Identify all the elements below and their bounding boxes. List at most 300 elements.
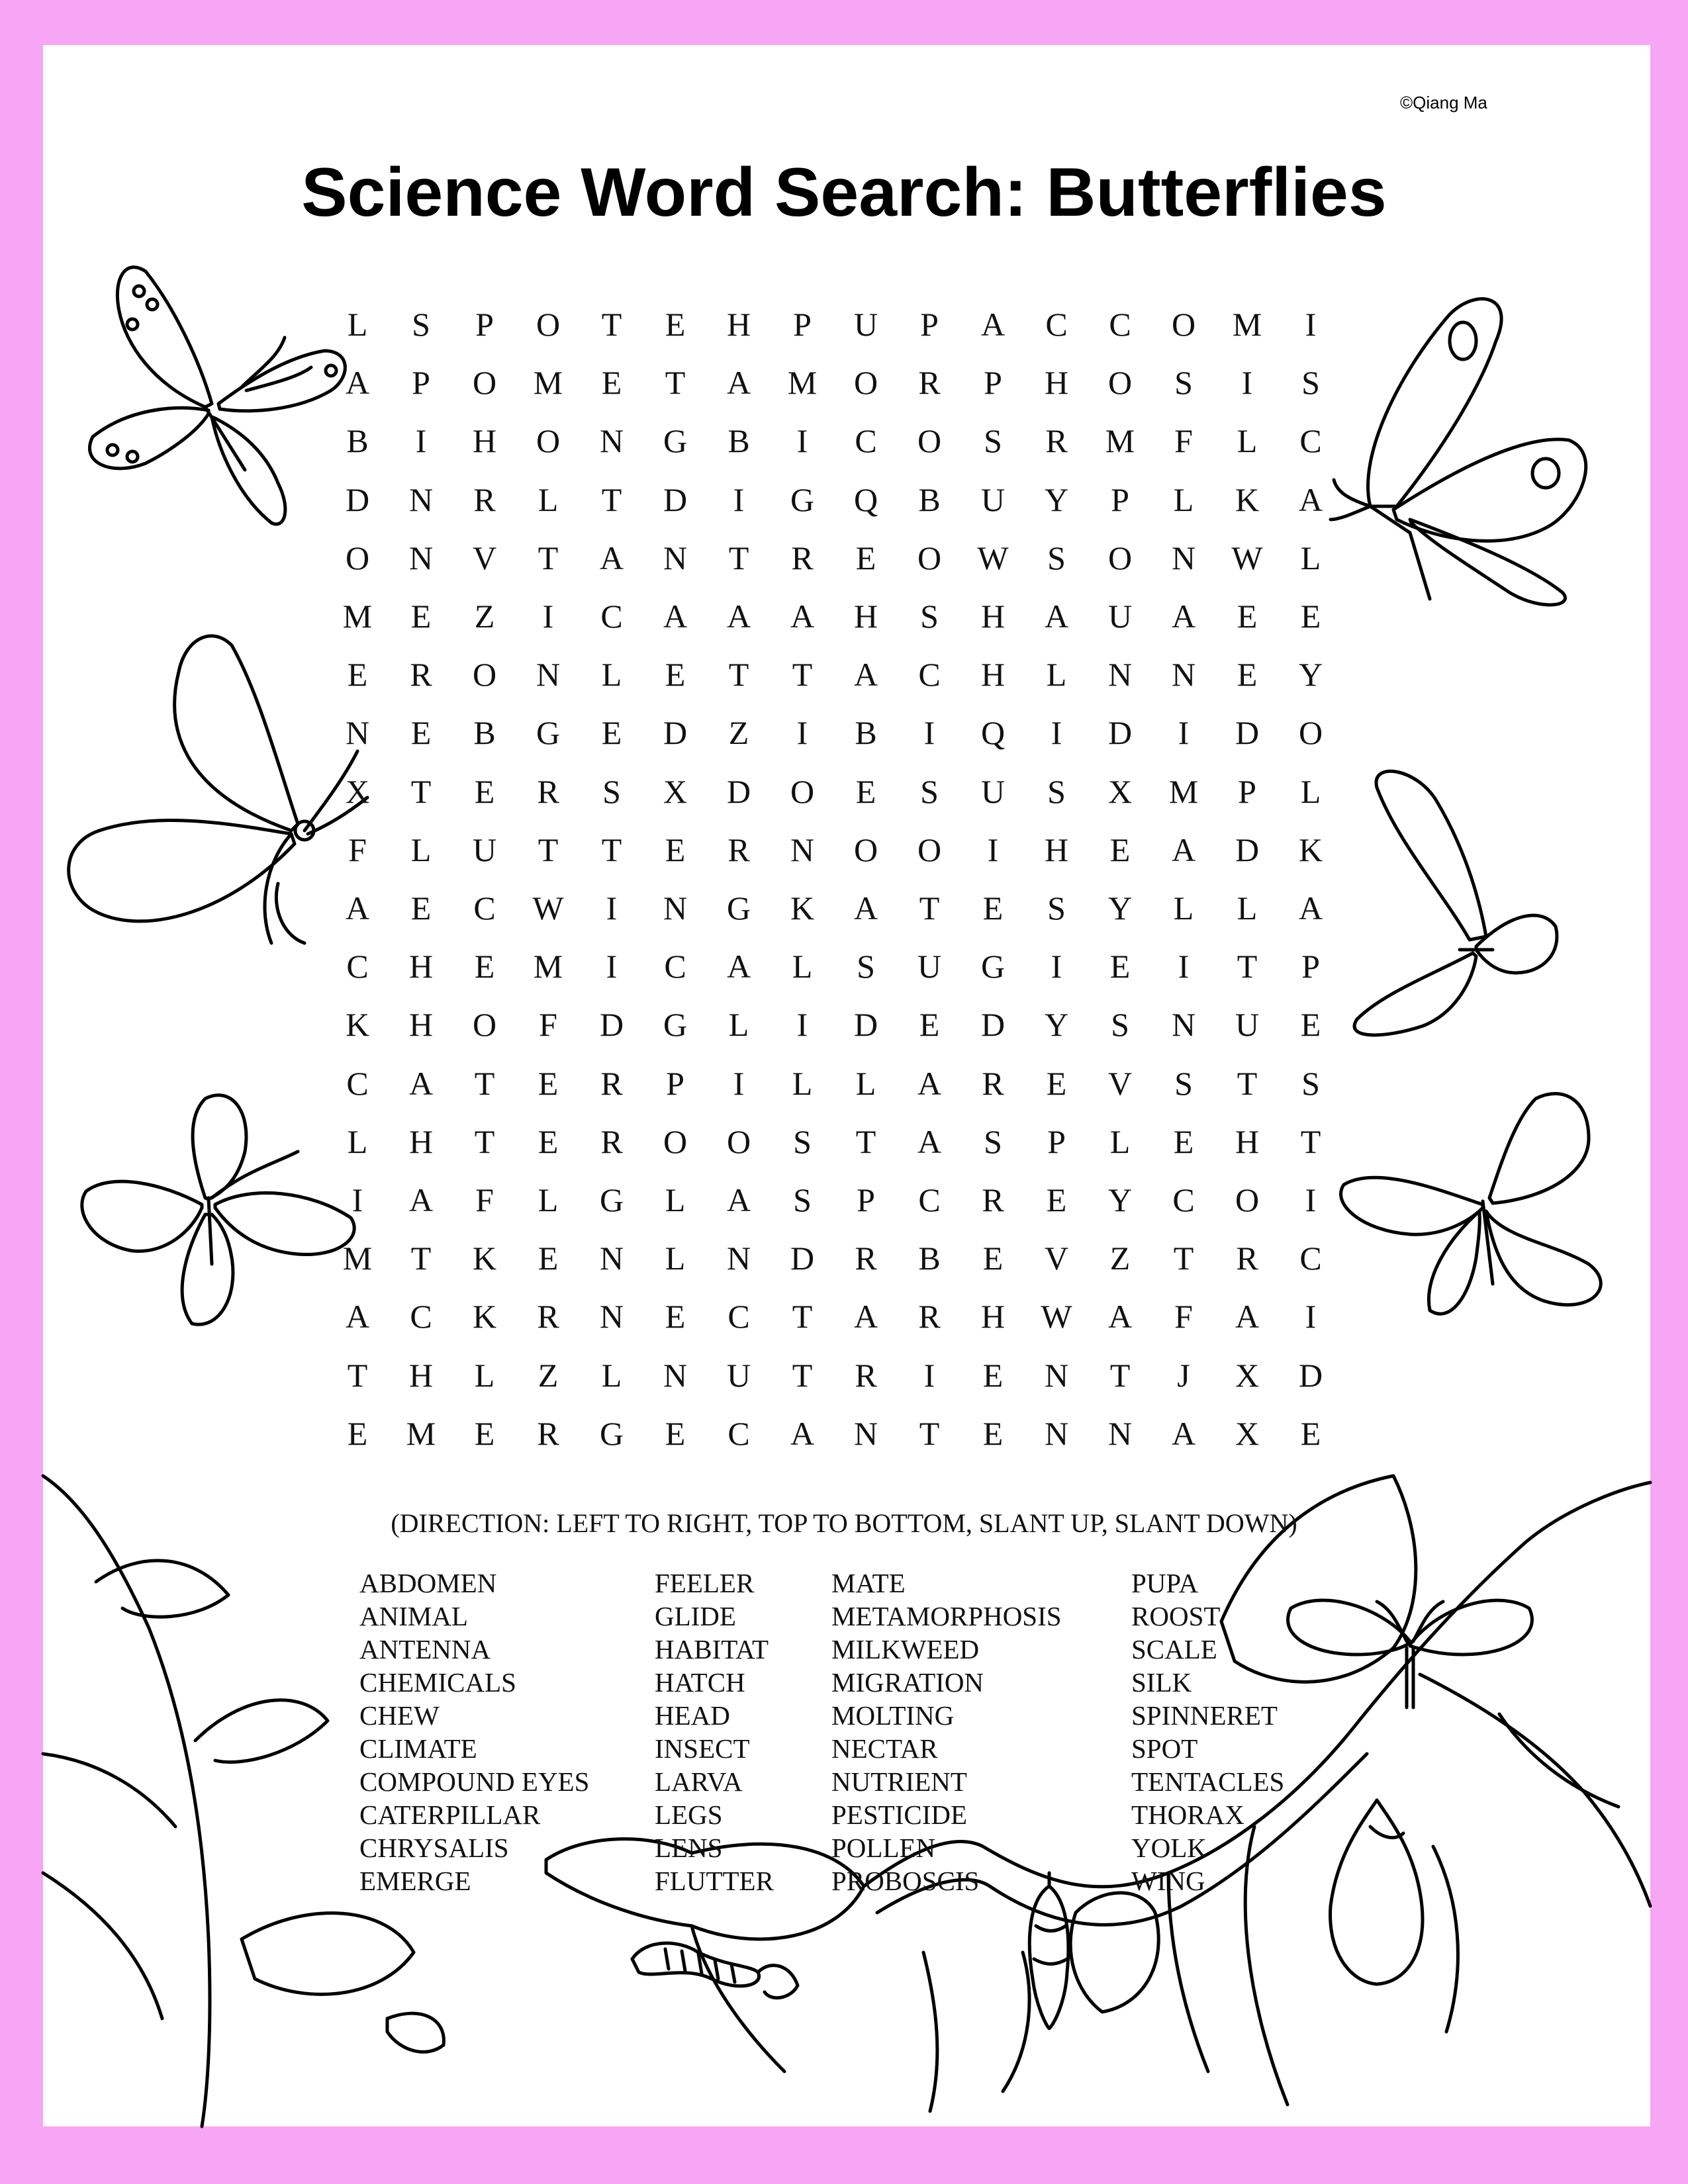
grid-letter[interactable]: C: [918, 1181, 941, 1218]
grid-letter[interactable]: E: [538, 1064, 559, 1102]
grid-letter[interactable]: O: [1107, 364, 1133, 402]
grid-letter[interactable]: T: [792, 1356, 813, 1394]
grid-letter[interactable]: T: [538, 831, 559, 868]
grid-letter[interactable]: S: [857, 948, 875, 985]
grid-letter[interactable]: F: [475, 1181, 494, 1218]
grid-letter[interactable]: X: [1107, 772, 1133, 810]
grid-letter[interactable]: N: [345, 714, 370, 752]
grid-letter[interactable]: R: [600, 1122, 623, 1160]
grid-letter[interactable]: L: [538, 480, 559, 518]
grid-letter[interactable]: T: [1109, 1356, 1131, 1394]
grid-letter[interactable]: M: [1105, 422, 1135, 460]
grid-letter[interactable]: I: [1178, 948, 1190, 985]
grid-letter[interactable]: A: [1235, 1298, 1260, 1336]
grid-letter[interactable]: A: [726, 598, 751, 635]
grid-letter[interactable]: E: [1237, 656, 1258, 694]
grid-letter[interactable]: D: [1107, 714, 1133, 752]
grid-letter[interactable]: N: [408, 480, 434, 518]
grid-letter[interactable]: H: [1044, 364, 1069, 402]
grid-letter[interactable]: H: [980, 598, 1006, 635]
grid-letter[interactable]: G: [536, 714, 561, 752]
grid-letter[interactable]: S: [920, 772, 939, 810]
grid-letter[interactable]: Y: [1298, 656, 1323, 694]
grid-letter[interactable]: A: [345, 1298, 370, 1336]
grid-letter[interactable]: S: [984, 1122, 1002, 1160]
grid-letter[interactable]: P: [475, 306, 494, 343]
grid-letter[interactable]: C: [346, 1064, 369, 1102]
grid-letter[interactable]: L: [1173, 889, 1194, 927]
grid-letter[interactable]: R: [537, 1414, 559, 1452]
grid-letter[interactable]: A: [345, 889, 370, 927]
grid-letter[interactable]: P: [1238, 772, 1256, 810]
grid-letter[interactable]: R: [1236, 1240, 1258, 1277]
grid-letter[interactable]: N: [599, 1298, 624, 1336]
grid-letter[interactable]: F: [348, 831, 367, 868]
grid-letter[interactable]: A: [726, 364, 751, 402]
grid-letter[interactable]: L: [601, 656, 622, 694]
grid-letter[interactable]: D: [1298, 1356, 1323, 1394]
grid-letter[interactable]: A: [917, 1064, 942, 1102]
grid-letter[interactable]: O: [536, 422, 561, 460]
grid-letter[interactable]: E: [665, 831, 686, 868]
grid-letter[interactable]: T: [347, 1356, 368, 1394]
grid-letter[interactable]: I: [1241, 364, 1253, 402]
grid-letter[interactable]: P: [920, 306, 939, 343]
grid-letter[interactable]: N: [663, 1356, 688, 1394]
grid-letter[interactable]: P: [793, 306, 812, 343]
grid-letter[interactable]: H: [408, 1356, 434, 1394]
grid-letter[interactable]: I: [415, 422, 427, 460]
grid-letter[interactable]: W: [977, 539, 1009, 576]
grid-letter[interactable]: C: [1045, 306, 1068, 343]
grid-letter[interactable]: E: [1046, 1181, 1067, 1218]
grid-letter[interactable]: F: [1174, 1298, 1193, 1336]
grid-letter[interactable]: O: [917, 539, 942, 576]
grid-letter[interactable]: N: [853, 1414, 878, 1452]
grid-letter[interactable]: R: [855, 1240, 877, 1277]
grid-letter[interactable]: K: [1298, 831, 1323, 868]
grid-letter[interactable]: A: [726, 948, 751, 985]
grid-letter[interactable]: O: [917, 831, 942, 868]
grid-letter[interactable]: S: [1174, 364, 1193, 402]
grid-letter[interactable]: A: [980, 306, 1006, 343]
grid-letter[interactable]: P: [412, 364, 430, 402]
grid-letter[interactable]: C: [727, 1298, 750, 1336]
grid-letter[interactable]: B: [346, 422, 369, 460]
grid-letter[interactable]: N: [1107, 1414, 1133, 1452]
grid-letter[interactable]: R: [537, 772, 559, 810]
grid-letter[interactable]: V: [1107, 1064, 1133, 1102]
grid-letter[interactable]: L: [1237, 422, 1258, 460]
grid-letter[interactable]: B: [918, 480, 941, 518]
grid-letter[interactable]: Y: [1107, 889, 1133, 927]
grid-letter[interactable]: U: [472, 831, 497, 868]
grid-letter[interactable]: P: [984, 364, 1002, 402]
grid-letter[interactable]: D: [790, 1240, 815, 1277]
grid-letter[interactable]: E: [855, 539, 876, 576]
grid-letter[interactable]: L: [538, 1181, 559, 1218]
grid-letter[interactable]: C: [600, 598, 623, 635]
grid-letter[interactable]: N: [1171, 656, 1196, 694]
grid-letter[interactable]: N: [790, 831, 815, 868]
grid-letter[interactable]: Z: [1109, 1240, 1131, 1277]
grid-letter[interactable]: L: [1109, 1122, 1131, 1160]
grid-letter[interactable]: J: [1177, 1356, 1190, 1394]
grid-letter[interactable]: D: [599, 1006, 624, 1044]
grid-letter[interactable]: A: [790, 1414, 815, 1452]
grid-letter[interactable]: X: [345, 772, 370, 810]
grid-letter[interactable]: I: [796, 422, 808, 460]
grid-letter[interactable]: E: [1300, 1006, 1321, 1044]
grid-letter[interactable]: W: [1231, 539, 1263, 576]
grid-letter[interactable]: C: [1299, 422, 1322, 460]
grid-letter[interactable]: I: [733, 1064, 745, 1102]
grid-letter[interactable]: A: [408, 1181, 434, 1218]
grid-letter[interactable]: E: [474, 948, 495, 985]
grid-letter[interactable]: D: [853, 1006, 878, 1044]
grid-letter[interactable]: T: [474, 1064, 495, 1102]
grid-letter[interactable]: E: [1109, 948, 1131, 985]
grid-letter[interactable]: O: [1107, 539, 1133, 576]
grid-letter[interactable]: L: [601, 1356, 622, 1394]
grid-letter[interactable]: A: [726, 1181, 751, 1218]
grid-letter[interactable]: W: [1041, 1298, 1072, 1336]
grid-letter[interactable]: S: [984, 422, 1002, 460]
grid-letter[interactable]: C: [346, 948, 369, 985]
grid-letter[interactable]: I: [542, 598, 554, 635]
grid-letter[interactable]: S: [1301, 364, 1320, 402]
grid-letter[interactable]: T: [919, 889, 940, 927]
grid-letter[interactable]: E: [1173, 1122, 1194, 1160]
grid-letter[interactable]: P: [1047, 1122, 1066, 1160]
grid-letter[interactable]: T: [601, 306, 622, 343]
grid-letter[interactable]: C: [410, 1298, 432, 1336]
grid-letter[interactable]: C: [1109, 306, 1131, 343]
grid-letter[interactable]: T: [1300, 1122, 1321, 1160]
grid-letter[interactable]: C: [1299, 1240, 1322, 1277]
grid-letter[interactable]: N: [599, 422, 624, 460]
grid-letter[interactable]: E: [410, 598, 432, 635]
grid-letter[interactable]: M: [1168, 772, 1199, 810]
grid-letter[interactable]: T: [855, 1122, 876, 1160]
grid-letter[interactable]: X: [663, 772, 688, 810]
grid-letter[interactable]: C: [918, 656, 941, 694]
grid-letter[interactable]: N: [536, 656, 561, 694]
grid-letter[interactable]: E: [1300, 598, 1321, 635]
grid-letter[interactable]: G: [663, 1006, 688, 1044]
grid-letter[interactable]: I: [606, 889, 618, 927]
grid-letter[interactable]: M: [406, 1414, 436, 1452]
grid-letter[interactable]: A: [663, 598, 688, 635]
grid-letter[interactable]: P: [1111, 480, 1129, 518]
grid-letter[interactable]: R: [473, 480, 496, 518]
grid-letter[interactable]: A: [917, 1122, 942, 1160]
grid-letter[interactable]: E: [601, 714, 622, 752]
grid-letter[interactable]: N: [663, 889, 688, 927]
grid-letter[interactable]: S: [1301, 1064, 1320, 1102]
grid-letter[interactable]: I: [987, 831, 999, 868]
grid-letter[interactable]: A: [1171, 1414, 1196, 1452]
grid-letter[interactable]: G: [980, 948, 1006, 985]
grid-letter[interactable]: U: [1107, 598, 1133, 635]
grid-letter[interactable]: S: [412, 306, 430, 343]
grid-letter[interactable]: E: [982, 1414, 1004, 1452]
grid-letter[interactable]: G: [790, 480, 815, 518]
grid-letter[interactable]: Q: [853, 480, 878, 518]
grid-letter[interactable]: A: [853, 889, 878, 927]
grid-letter[interactable]: N: [1171, 539, 1196, 576]
grid-letter[interactable]: E: [538, 1240, 559, 1277]
grid-letter[interactable]: I: [1305, 306, 1317, 343]
grid-letter[interactable]: Y: [1044, 1006, 1069, 1044]
grid-letter[interactable]: S: [920, 598, 939, 635]
grid-letter[interactable]: T: [474, 1122, 495, 1160]
grid-letter[interactable]: O: [472, 656, 497, 694]
grid-letter[interactable]: N: [1044, 1356, 1069, 1394]
grid-letter[interactable]: T: [728, 539, 749, 576]
grid-letter[interactable]: F: [1174, 422, 1193, 460]
grid-letter[interactable]: M: [787, 364, 818, 402]
grid-letter[interactable]: L: [855, 1064, 876, 1102]
grid-letter[interactable]: A: [1298, 480, 1323, 518]
grid-letter[interactable]: I: [1051, 948, 1062, 985]
grid-letter[interactable]: X: [1235, 1356, 1260, 1394]
grid-letter[interactable]: N: [1107, 656, 1133, 694]
grid-letter[interactable]: U: [917, 948, 942, 985]
grid-letter[interactable]: G: [663, 422, 688, 460]
grid-letter[interactable]: T: [1237, 948, 1258, 985]
grid-letter[interactable]: O: [345, 539, 370, 576]
grid-letter[interactable]: O: [1235, 1181, 1260, 1218]
grid-letter[interactable]: G: [599, 1414, 624, 1452]
grid-letter[interactable]: A: [408, 1064, 434, 1102]
grid-letter[interactable]: E: [410, 889, 432, 927]
grid-letter[interactable]: M: [533, 948, 563, 985]
grid-letter[interactable]: E: [410, 714, 432, 752]
grid-letter[interactable]: C: [727, 1414, 750, 1452]
grid-letter[interactable]: O: [726, 1122, 751, 1160]
grid-letter[interactable]: W: [532, 889, 564, 927]
grid-letter[interactable]: G: [726, 889, 751, 927]
grid-letter[interactable]: E: [1300, 1414, 1321, 1452]
grid-letter[interactable]: Z: [728, 714, 749, 752]
grid-letter[interactable]: T: [538, 539, 559, 576]
grid-letter[interactable]: E: [855, 772, 876, 810]
grid-letter[interactable]: L: [474, 1356, 495, 1394]
grid-letter[interactable]: U: [853, 306, 878, 343]
grid-letter[interactable]: I: [923, 1356, 935, 1394]
grid-letter[interactable]: C: [664, 948, 686, 985]
grid-letter[interactable]: T: [1237, 1064, 1258, 1102]
grid-letter[interactable]: C: [473, 889, 496, 927]
grid-letter[interactable]: E: [601, 364, 622, 402]
grid-letter[interactable]: T: [410, 1240, 432, 1277]
grid-letter[interactable]: Y: [1107, 1181, 1133, 1218]
grid-letter[interactable]: V: [472, 539, 497, 576]
grid-letter[interactable]: K: [345, 1006, 370, 1044]
grid-letter[interactable]: I: [1051, 714, 1062, 752]
grid-letter[interactable]: M: [1232, 306, 1262, 343]
grid-letter[interactable]: R: [918, 1298, 941, 1336]
grid-letter[interactable]: I: [606, 948, 618, 985]
grid-letter[interactable]: O: [853, 831, 878, 868]
grid-letter[interactable]: T: [1173, 1240, 1194, 1277]
grid-letter[interactable]: S: [793, 1122, 812, 1160]
grid-letter[interactable]: T: [728, 656, 749, 694]
grid-letter[interactable]: U: [980, 772, 1006, 810]
grid-letter[interactable]: E: [919, 1006, 940, 1044]
grid-letter[interactable]: E: [665, 656, 686, 694]
grid-letter[interactable]: O: [917, 422, 942, 460]
grid-letter[interactable]: A: [345, 364, 370, 402]
grid-letter[interactable]: L: [1300, 772, 1321, 810]
grid-letter[interactable]: S: [1047, 772, 1066, 810]
grid-letter[interactable]: C: [855, 422, 877, 460]
grid-letter[interactable]: R: [537, 1298, 559, 1336]
grid-letter[interactable]: I: [1305, 1298, 1317, 1336]
grid-letter[interactable]: H: [980, 1298, 1006, 1336]
grid-letter[interactable]: H: [1235, 1122, 1260, 1160]
grid-letter[interactable]: I: [352, 1181, 363, 1218]
grid-letter[interactable]: L: [792, 948, 813, 985]
grid-letter[interactable]: A: [1171, 831, 1196, 868]
grid-letter[interactable]: E: [1237, 598, 1258, 635]
grid-letter[interactable]: E: [1109, 831, 1131, 868]
grid-letter[interactable]: S: [1174, 1064, 1193, 1102]
grid-letter[interactable]: T: [792, 1298, 813, 1336]
grid-letter[interactable]: T: [919, 1414, 940, 1452]
grid-letter[interactable]: K: [472, 1240, 497, 1277]
grid-letter[interactable]: O: [1171, 306, 1196, 343]
grid-letter[interactable]: E: [665, 1298, 686, 1336]
grid-letter[interactable]: U: [726, 1356, 751, 1394]
grid-letter[interactable]: A: [1298, 889, 1323, 927]
grid-letter[interactable]: L: [792, 1064, 813, 1102]
grid-letter[interactable]: R: [1045, 422, 1068, 460]
grid-letter[interactable]: E: [347, 1414, 368, 1452]
grid-letter[interactable]: R: [410, 656, 432, 694]
grid-letter[interactable]: L: [665, 1181, 686, 1218]
grid-letter[interactable]: H: [408, 1006, 434, 1044]
grid-letter[interactable]: P: [857, 1181, 875, 1218]
grid-letter[interactable]: L: [347, 1122, 368, 1160]
grid-letter[interactable]: I: [796, 1006, 808, 1044]
grid-letter[interactable]: R: [918, 364, 941, 402]
grid-letter[interactable]: A: [1171, 598, 1196, 635]
grid-letter[interactable]: X: [1235, 1414, 1260, 1452]
grid-letter[interactable]: S: [602, 772, 621, 810]
grid-letter[interactable]: H: [408, 1122, 434, 1160]
grid-letter[interactable]: S: [793, 1181, 812, 1218]
grid-letter[interactable]: R: [855, 1356, 877, 1394]
grid-letter[interactable]: A: [1044, 598, 1069, 635]
grid-letter[interactable]: I: [733, 480, 745, 518]
grid-letter[interactable]: L: [1046, 656, 1067, 694]
grid-letter[interactable]: O: [472, 1006, 497, 1044]
grid-letter[interactable]: Y: [1044, 480, 1069, 518]
grid-letter[interactable]: Z: [538, 1356, 559, 1394]
grid-letter[interactable]: D: [1235, 714, 1260, 752]
grid-letter[interactable]: H: [853, 598, 878, 635]
grid-letter[interactable]: Q: [980, 714, 1006, 752]
grid-letter[interactable]: O: [472, 364, 497, 402]
grid-letter[interactable]: A: [599, 539, 624, 576]
grid-letter[interactable]: H: [472, 422, 497, 460]
grid-letter[interactable]: N: [408, 539, 434, 576]
grid-letter[interactable]: L: [1300, 539, 1321, 576]
grid-letter[interactable]: L: [347, 306, 368, 343]
grid-letter[interactable]: G: [599, 1181, 624, 1218]
grid-letter[interactable]: A: [790, 598, 815, 635]
grid-letter[interactable]: E: [665, 306, 686, 343]
grid-letter[interactable]: S: [1047, 539, 1066, 576]
grid-letter[interactable]: V: [1044, 1240, 1069, 1277]
grid-letter[interactable]: K: [472, 1298, 497, 1336]
grid-letter[interactable]: D: [980, 1006, 1006, 1044]
grid-letter[interactable]: I: [1178, 714, 1190, 752]
grid-letter[interactable]: B: [727, 422, 750, 460]
grid-letter[interactable]: D: [1235, 831, 1260, 868]
grid-letter[interactable]: D: [663, 480, 688, 518]
grid-letter[interactable]: N: [1171, 1006, 1196, 1044]
grid-letter[interactable]: D: [663, 714, 688, 752]
grid-letter[interactable]: T: [665, 364, 686, 402]
grid-letter[interactable]: R: [982, 1064, 1004, 1102]
grid-letter[interactable]: R: [791, 539, 814, 576]
grid-letter[interactable]: O: [853, 364, 878, 402]
grid-letter[interactable]: H: [980, 656, 1006, 694]
grid-letter[interactable]: U: [1235, 1006, 1260, 1044]
grid-letter[interactable]: B: [918, 1240, 941, 1277]
grid-letter[interactable]: N: [1044, 1414, 1069, 1452]
grid-letter[interactable]: S: [1111, 1006, 1129, 1044]
grid-letter[interactable]: E: [982, 889, 1004, 927]
grid-letter[interactable]: E: [665, 1414, 686, 1452]
grid-letter[interactable]: A: [853, 656, 878, 694]
grid-letter[interactable]: T: [410, 772, 432, 810]
grid-letter[interactable]: U: [980, 480, 1006, 518]
grid-letter[interactable]: D: [345, 480, 370, 518]
grid-letter[interactable]: I: [1305, 1181, 1317, 1218]
grid-letter[interactable]: R: [727, 831, 750, 868]
grid-letter[interactable]: R: [600, 1064, 623, 1102]
grid-letter[interactable]: E: [982, 1240, 1004, 1277]
grid-letter[interactable]: A: [853, 1298, 878, 1336]
grid-letter[interactable]: L: [1237, 889, 1258, 927]
grid-letter[interactable]: H: [726, 306, 751, 343]
grid-letter[interactable]: K: [1235, 480, 1260, 518]
grid-letter[interactable]: T: [792, 656, 813, 694]
grid-letter[interactable]: E: [474, 1414, 495, 1452]
grid-letter[interactable]: C: [1172, 1181, 1195, 1218]
grid-letter[interactable]: H: [408, 948, 434, 985]
grid-letter[interactable]: E: [347, 656, 368, 694]
grid-letter[interactable]: O: [1298, 714, 1323, 752]
grid-letter[interactable]: O: [790, 772, 815, 810]
grid-letter[interactable]: B: [855, 714, 877, 752]
grid-letter[interactable]: L: [1173, 480, 1194, 518]
grid-letter[interactable]: M: [342, 1240, 373, 1277]
grid-letter[interactable]: M: [342, 598, 373, 635]
grid-letter[interactable]: E: [538, 1122, 559, 1160]
grid-letter[interactable]: P: [666, 1064, 684, 1102]
grid-letter[interactable]: I: [796, 714, 808, 752]
grid-letter[interactable]: N: [726, 1240, 751, 1277]
grid-letter[interactable]: F: [539, 1006, 557, 1044]
grid-letter[interactable]: E: [1046, 1064, 1067, 1102]
grid-letter[interactable]: L: [728, 1006, 749, 1044]
grid-letter[interactable]: O: [536, 306, 561, 343]
